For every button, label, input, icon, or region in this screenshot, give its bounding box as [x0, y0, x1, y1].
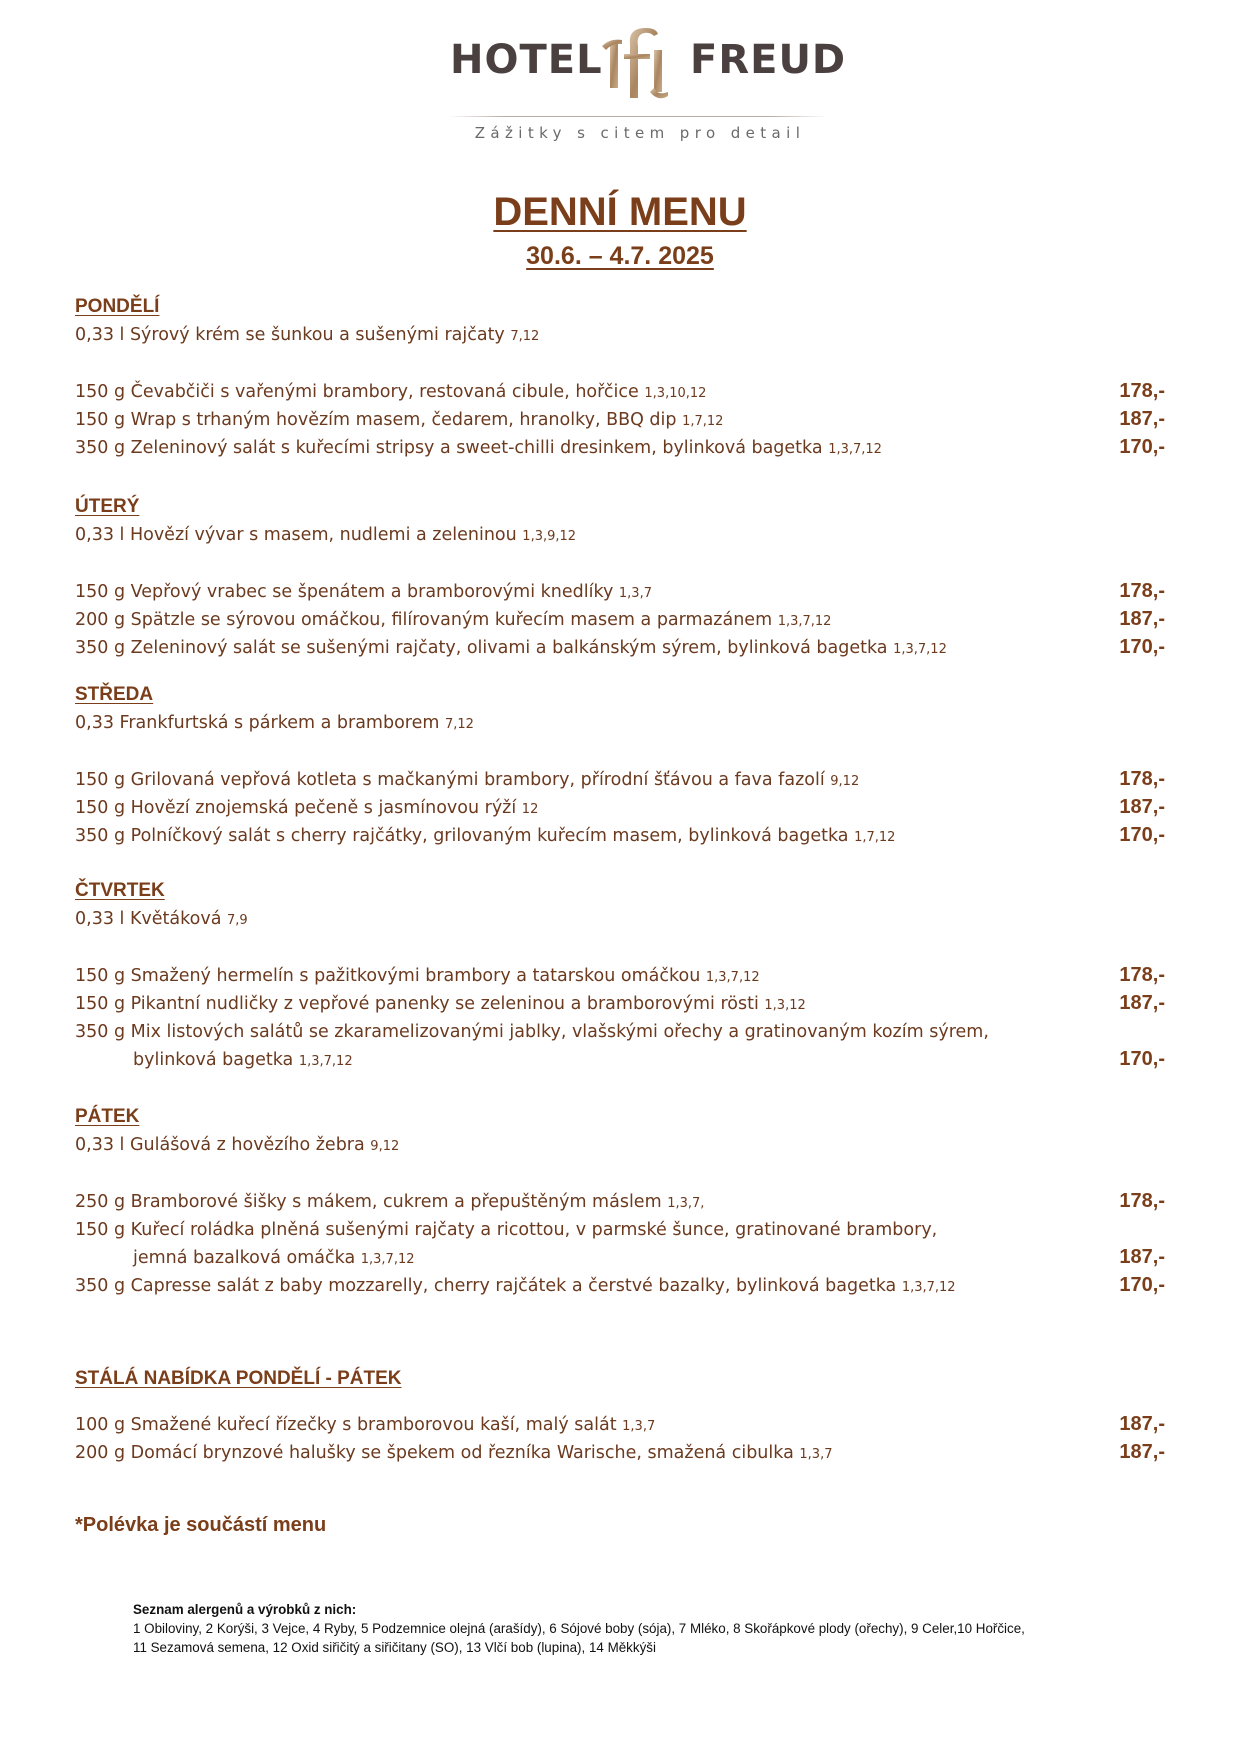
dish-price: 170,- [1119, 636, 1165, 658]
dish-line: 150 g Wrap s trhaným hovězím masem, čedarem, hranolky, BBQ dip 1,7,12 [75, 410, 724, 430]
soup-line: 0,33 l Hovězí vývar s masem, nudlemi a zeleninou 1,3,9,12 [75, 525, 577, 545]
day-heading-friday: PÁTEK [75, 1106, 140, 1127]
day-heading-thursday: ČTVRTEK [75, 880, 165, 901]
slogan: Zážitky s citem pro detail [474, 124, 806, 142]
allergen-line: 11 Sezamová semena, 12 Oxid siřičitý a siřičitany (SO), 13 Vlčí bob (lupina), 14 Měkkýši [133, 1640, 656, 1655]
dish-line: 150 g Smažený hermelín s pažitkovými brambory a tatarskou omáčkou 1,3,7,12 [75, 966, 760, 986]
dish-line: 150 g Čevabčiči s vařenými brambory, restovaná cibule, hořčice 1,3,10,12 [75, 382, 707, 402]
soup-line: 0,33 Frankfurtská s párkem a bramborem 7,12 [75, 713, 474, 733]
dish-price: 187,- [1119, 1441, 1165, 1463]
dish-line: 200 g Spätzle se sýrovou omáčkou, filírovaným kuřecím masem a parmazánem 1,3,7,12 [75, 610, 832, 630]
dish-price: 170,- [1119, 824, 1165, 846]
day-heading-tuesday: ÚTERÝ [75, 496, 140, 517]
dish-line: 150 g Kuřecí roládka plněná sušenými rajčaty a ricottou, v parmské šunce, gratinované brambory, [75, 1220, 938, 1240]
dish-line: 150 g Grilovaná vepřová kotleta s mačkanými brambory, přírodní šťávou a fava fazolí 9,12 [75, 770, 860, 790]
dish-line: 350 g Capresse salát z baby mozzarelly, cherry rajčátek a čerstvé bazalky, bylinková bagetka 1,3,7,12 [75, 1276, 956, 1296]
dish-line-continued: jemná bazalková omáčka 1,3,7,12 [133, 1248, 415, 1268]
soup-line: 0,33 l Gulášová z hovězího žebra 9,12 [75, 1135, 400, 1155]
dish-price: 187,- [1119, 992, 1165, 1014]
dish-price: 178,- [1119, 964, 1165, 986]
dish-line: 350 g Mix listových salátů se zkaramelizovanými jablky, vlašskými ořechy a gratinovaným kozím sýrem, [75, 1022, 989, 1042]
dish-price: 187,- [1119, 408, 1165, 430]
dish-price: 170,- [1119, 436, 1165, 458]
dish-price: 178,- [1119, 768, 1165, 790]
soup-line: 0,33 l Sýrový krém se šunkou a sušenými rajčaty 7,12 [75, 325, 540, 345]
dish-price: 178,- [1119, 1190, 1165, 1212]
logo-monogram-icon [588, 22, 688, 102]
day-heading-wednesday: STŘEDA [75, 684, 154, 705]
allergen-title: Seznam alergenů a výrobků z nich: [133, 1602, 357, 1617]
dish-price: 187,- [1119, 1246, 1165, 1268]
logo-text-right: FREUD [690, 37, 847, 83]
dish-price: 187,- [1119, 1413, 1165, 1435]
page-title: DENNÍ MENU [493, 190, 747, 234]
dish-line: 100 g Smažené kuřecí řízečky s bramborovou kaší, malý salát 1,3,7 [75, 1415, 656, 1435]
header-divider [447, 116, 827, 117]
dish-line: 250 g Bramborové šišky s mákem, cukrem a přepuštěným máslem 1,3,7, [75, 1192, 705, 1212]
dish-price: 170,- [1119, 1274, 1165, 1296]
dish-price: 187,- [1119, 608, 1165, 630]
dish-price: 187,- [1119, 796, 1165, 818]
dish-line: 350 g Polníčkový salát s cherry rajčátky, grilovaným kuřecím masem, bylinková bagetka 1,7,12 [75, 826, 896, 846]
day-heading-monday: PONDĚLÍ [75, 296, 160, 317]
hotel-logo [440, 22, 847, 102]
dish-price: 178,- [1119, 580, 1165, 602]
allergen-list [133, 1600, 1133, 1657]
dish-line: 350 g Zeleninový salát s kuřecími stripsy a sweet-chilli dresinkem, bylinková bagetka 1,3,7,12 [75, 438, 882, 458]
soup-included-note: *Polévka je součástí menu [75, 1514, 327, 1536]
standing-offer-heading: STÁLÁ NABÍDKA PONDĚLÍ - PÁTEK [75, 1368, 402, 1389]
menu-dates: 30.6. – 4.7. 2025 [526, 242, 714, 270]
dish-line: 150 g Pikantní nudličky z vepřové panenky se zeleninou a bramborovými rösti 1,3,12 [75, 994, 806, 1014]
dish-line: 150 g Hovězí znojemská pečeně s jasmínovou rýží 12 [75, 798, 539, 818]
dish-line: 350 g Zeleninový salát se sušenými rajčaty, olivami a balkánským sýrem, bylinková bagetka 1,3,7,12 [75, 638, 947, 658]
dish-line: 150 g Vepřový vrabec se špenátem a bramborovými knedlíky 1,3,7 [75, 582, 652, 602]
dish-line: 200 g Domácí brynzové halušky se špekem od řezníka Warische, smažená cibulka 1,3,7 [75, 1443, 833, 1463]
dish-price: 178,- [1119, 380, 1165, 402]
dish-line-continued: bylinková bagetka 1,3,7,12 [133, 1050, 353, 1070]
soup-line: 0,33 l Květáková 7,9 [75, 909, 248, 929]
allergen-line: 1 Obiloviny, 2 Korýši, 3 Vejce, 4 Ryby, 5 Podzemnice olejná (arašídy), 6 Sójové boby (sója), 7 Mléko, 8 Skořápkové plody (ořechy), 9 Celer,10 Hořčice, [133, 1621, 1025, 1636]
logo-text-left: HOTEL [450, 37, 603, 83]
dish-price: 170,- [1119, 1048, 1165, 1070]
